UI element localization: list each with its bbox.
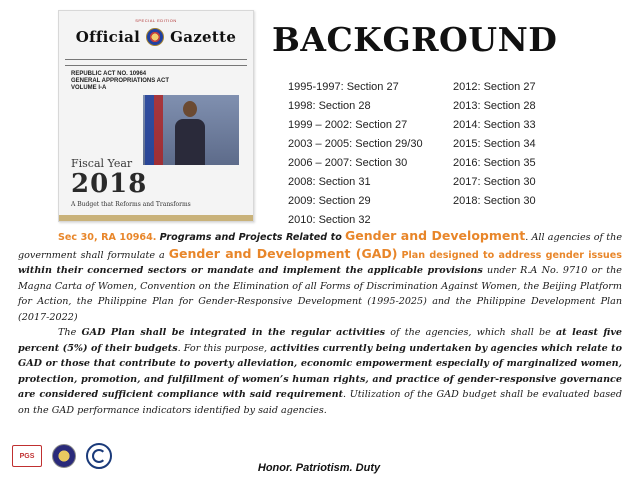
pgs-logo-icon: PGS <box>12 445 42 467</box>
section-item: 2015: Section 34 <box>453 138 536 150</box>
section-item: 2016: Section 35 <box>453 157 536 169</box>
para1-t3: within their concerned sectors or mandate and implement the applicable provisions <box>18 265 483 276</box>
body-text <box>18 228 622 418</box>
cover-edition: SPECIAL EDITION <box>135 18 177 23</box>
section-item: 1998: Section 28 <box>288 100 371 112</box>
para2-b1: GAD Plan shall be integrated in the regular activities <box>81 327 386 338</box>
section-item: 2017: Section 30 <box>453 176 536 188</box>
section-item: 2006 – 2007: Section 30 <box>288 157 408 169</box>
cover-tagline: A Budget that Reforms and Transforms <box>71 201 191 208</box>
section-item: 1995-1997: Section 27 <box>288 81 399 93</box>
section-reference: Sec 30, RA 10964. <box>58 232 157 243</box>
paragraph-1 <box>18 228 622 325</box>
act-line-1: REPUBLIC ACT NO. 10964 <box>71 71 147 77</box>
person-icon <box>175 101 205 165</box>
cover-info-bar <box>65 59 247 66</box>
act-line-3: VOLUME I-A <box>71 85 107 91</box>
plan-phrase: Plan designed to address gender issues <box>401 249 622 261</box>
flag-icon <box>145 95 163 165</box>
section-item: 2014: Section 33 <box>453 119 536 131</box>
cover-photo <box>143 95 239 165</box>
official-gazette-cover <box>58 10 254 222</box>
para1-t2: . All agencies of the government shall formulate a <box>18 232 622 261</box>
cover-masthead <box>65 27 247 47</box>
para2-t3: . For this purpose, <box>177 342 268 354</box>
para2-b2: at least five percent (5%) of their budgets <box>18 327 622 354</box>
section-item: 2013: Section 28 <box>453 100 536 112</box>
cover-act-title <box>71 71 181 92</box>
paragraph-2 <box>18 325 622 418</box>
section-item: 2012: Section 27 <box>453 81 536 93</box>
sections-list-left <box>288 78 423 230</box>
masthead-right: Gazette <box>170 28 237 46</box>
cover-year: 2018 <box>71 169 148 199</box>
section-item: 2018: Section 30 <box>453 195 536 207</box>
section-item: 2010: Section 32 <box>288 214 371 226</box>
section-item: 2009: Section 29 <box>288 195 371 207</box>
gazette-seal-icon <box>146 28 164 46</box>
page-title: BACKGROUND <box>272 20 558 59</box>
section-item: 2003 – 2005: Section 29/30 <box>288 138 423 150</box>
para2-t2: of the agencies, which shall be <box>390 327 551 338</box>
para2-t1: The <box>58 327 77 338</box>
para2-t4: . Utilization of the GAD budget shall be evaluated based on the GAD performance indicators identified by said agencies. <box>18 389 622 416</box>
cover-stripe <box>59 215 253 221</box>
para1-t4: under R.A No. 9710 or the Magna Carta of Women, Convention on the Elimination of all Forms of Discrimination Against Women, the Beijing Platform for Action, the Philippine Plan for Gender-Responsive Development (1995-2025) and the Philippine Development Plan (2017-2022) <box>18 265 622 323</box>
para2-b3: activities currently being undertaken by agencies which relate to GAD or those that contribute to poverty alleviation, economic empowerment especially of marginalized women, protection, promotion, and fulfillment of women’s human rights, and practice of gender-responsive governance are considered sufficient compliance with said requirement <box>18 342 622 400</box>
gad-phrase-1: Gender and Development <box>345 228 526 243</box>
section-item: 2008: Section 31 <box>288 176 371 188</box>
act-line-2: GENERAL APPROPRIATIONS ACT <box>71 78 170 84</box>
gad-phrase-2: Gender and Development (GAD) <box>168 245 398 261</box>
section-item: 1999 – 2002: Section 27 <box>288 119 408 131</box>
cover-fiscal-label: Fiscal Year <box>71 157 133 170</box>
footer-motto: Honor. Patriotism. Duty <box>257 462 381 474</box>
masthead-left: Official <box>75 28 141 46</box>
sections-list-right <box>453 78 536 211</box>
para1-t1: Programs and Projects Related to <box>159 232 342 243</box>
